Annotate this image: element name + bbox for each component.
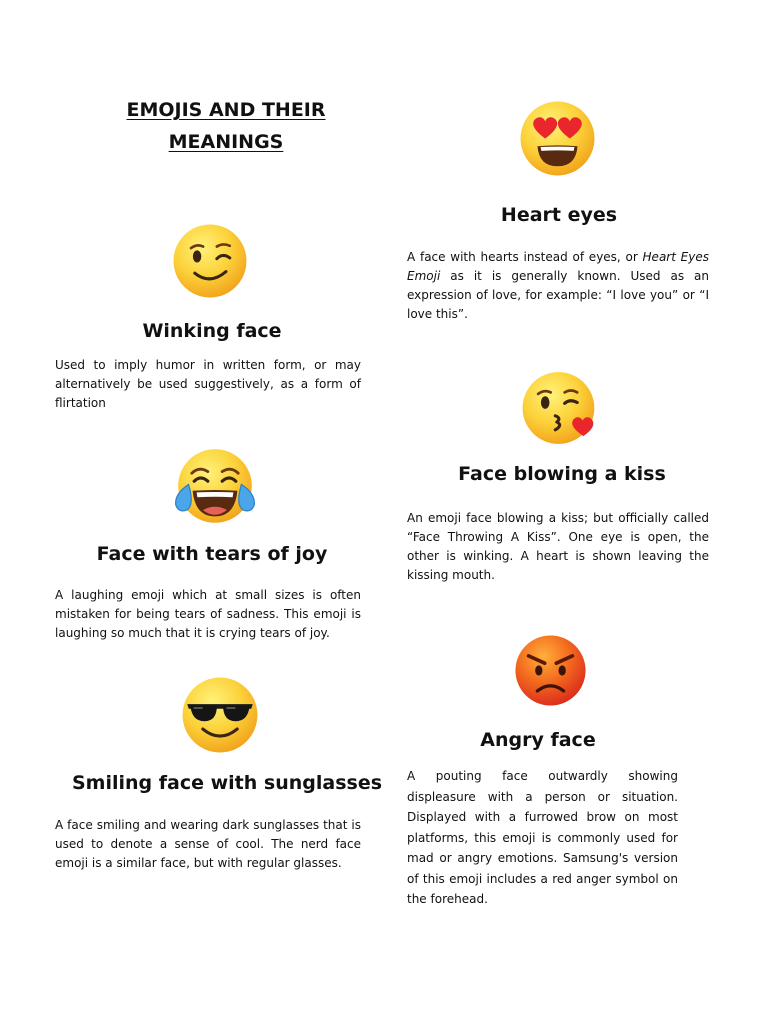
face-blowing-a-kiss-heading: Face blowing a kiss (458, 463, 666, 485)
face-blowing-a-kiss-description: An emoji face blowing a kiss; but officially called “Face Throwing A Kiss”. One eye is open, the other is winking. A heart is shown leaving the kissing mouth. (407, 511, 709, 582)
winking-face-description: Used to imply humor in written form, or may alternatively be used suggestively, as a form of flirtation (55, 358, 361, 410)
face-with-tears-of-joy-icon (171, 446, 259, 526)
face-blowing-a-kiss-icon (521, 369, 599, 447)
smiling-face-with-sunglasses-heading: Smiling face with sunglasses (72, 772, 383, 794)
face-with-tears-of-joy-description: A laughing emoji which at small sizes is often mistaken for being tears of sadness. This emoji is laughing so much that it is crying tears of joy. (55, 588, 361, 640)
angry-face-icon (514, 634, 587, 707)
angry-face-heading: Angry face (480, 729, 596, 751)
winking-face-icon (172, 223, 248, 299)
heart-eyes-icon (519, 100, 596, 177)
face-with-tears-of-joy-heading: Face with tears of joy (96, 543, 328, 565)
heart-eyes-heading: Heart eyes (500, 204, 618, 226)
heart-eyes-description: A face with hearts instead of eyes, or Heart Eyes Emoji as it is generally known. Used as an expression of love, for example: “I love you” or “I love this”. (407, 250, 710, 321)
page-title: EMOJIS AND THEIR MEANINGS (126, 99, 326, 153)
smiling-face-with-sunglasses-icon (181, 676, 259, 754)
smiling-face-with-sunglasses-description: A face smiling and wearing dark sunglasses that is used to denote a sense of cool. The nerd face emoji is a similar face, but with regular glasses. (55, 818, 361, 870)
winking-face-heading: Winking face (142, 320, 282, 342)
angry-face-description: A pouting face outwardly showing displeasure with a person or situation. Displayed with a furrowed brow on most platforms, this emoji is commonly used for mad or angry emotions. Samsung's version of this emoji includes a red anger symbol on the forehead. (407, 769, 678, 906)
